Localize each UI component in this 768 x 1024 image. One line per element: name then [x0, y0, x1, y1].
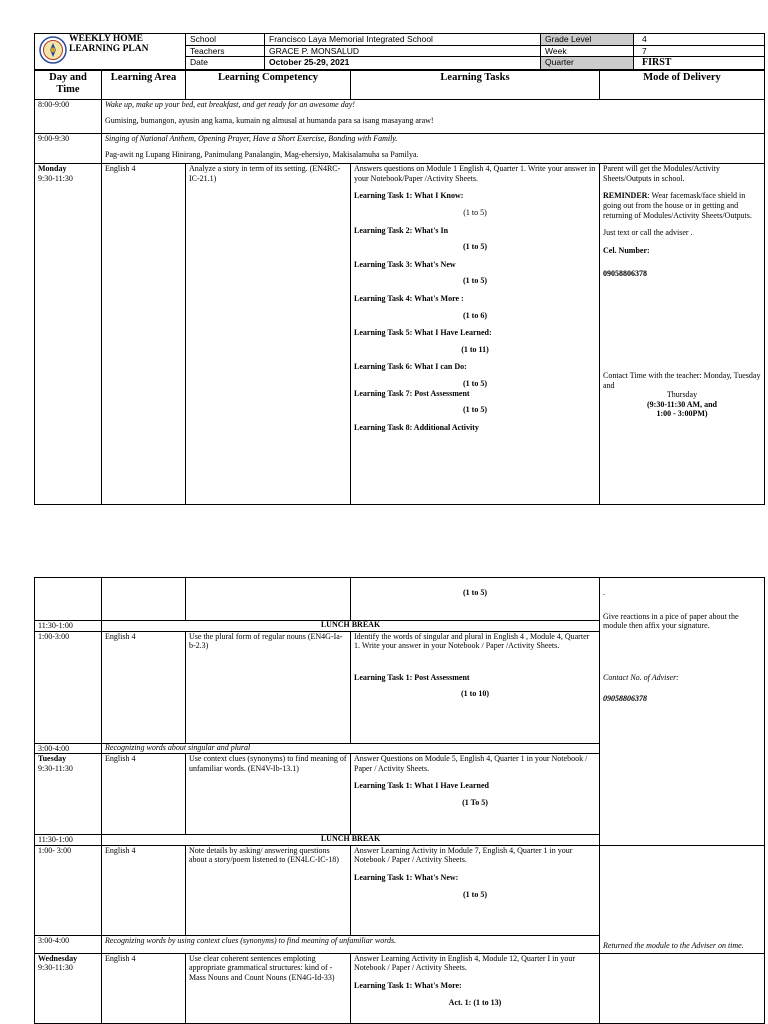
- empty-cell: [600, 953, 765, 1023]
- logo-title-cell: [35, 34, 186, 70]
- row-time: 9:00-9:30: [35, 134, 102, 164]
- deped-seal-icon: [39, 36, 67, 64]
- pm1-competency: Use the plural form of regular nouns (EN4G-Ia-b-2.3): [186, 631, 351, 743]
- quarter-value: FIRST: [634, 57, 765, 70]
- pm1-tasks: Identify the words of singular and plural in English 4 , Module 4, Quarter 1. Write your answer in your Notebook / Paper /Activity Sheets. Learning Task 1: Post Assessment (1 to 10): [351, 631, 600, 743]
- monday-tasks: Answers questions on Module 1 English 4, Quarter 1. Write your answer in your Notebook/Paper /Activity Sheets. Learning Task 1: What I Know: (1 to 5) Learning Task 2: What's In (1 to 5) Learning Task 3: What's New (1 to 5) Learning Task 4: What's More : (1 to 6) Learning Task 5: What I Have Learned: (1 to 11) Learning Task 6: What I can Do: (1 to 5) Learning Task 7: Post Assessment (1 to 5) Learning Task 8: Additional Activity: [351, 164, 600, 505]
- row-time: 1:00-3:00: [35, 631, 102, 743]
- col-learning-tasks: Learning Tasks: [351, 71, 600, 100]
- tuesday-area: English 4: [102, 754, 186, 835]
- monday-day-time: Monday 9:30-11:30: [35, 164, 102, 505]
- teachers-label: Teachers: [186, 46, 265, 57]
- empty-cell: [35, 578, 102, 621]
- wednesday-day-time: Wednesday 9:30-11:30: [35, 953, 102, 1023]
- row-time: 11:30-1:00: [35, 621, 102, 632]
- row-time: 8:00-9:00: [35, 100, 102, 134]
- wednesday-tasks: Answer Learning Activity in English 4, Module 12, Quarter I in your Notebook / Paper / Activity Sheets. Learning Task 1: What's More: Act. 1: (1 to 13): [351, 953, 600, 1023]
- quarter-label: Quarter: [541, 57, 634, 70]
- row-time: 11:30-1:00: [35, 835, 102, 846]
- col-day-time: Day and Time: [35, 71, 102, 100]
- week-value: 7: [634, 46, 765, 57]
- col-learning-competency: Learning Competency: [186, 71, 351, 100]
- tuesday-day-time: Tuesday 9:30-11:30: [35, 754, 102, 835]
- plan-body-table: [34, 70, 765, 505]
- wednesday-competency: Use clear coherent sentences emploting appropriate grammatical structures: kind of -Mass Nouns and Count Nouns (EN4G-Id-33): [186, 953, 351, 1023]
- plan-header-table: [34, 33, 765, 70]
- mode-delivery-page2: . Give reactions in a pice of paper about the module then affix your signature. Contact No. of Adviser: 09058806378: [600, 578, 765, 846]
- pm2-competency: Note details by asking/ answering questions about a story/poem listened to (EN4LC-IC-18): [186, 845, 351, 935]
- teachers-value: GRACE P. MONSALUD: [265, 46, 541, 57]
- page-two: [34, 577, 764, 1024]
- plan-title: WEEKLY HOME LEARNING PLAN: [69, 34, 149, 54]
- empty-cell: [186, 578, 351, 621]
- grade-level-label: Grade Level: [541, 34, 634, 46]
- tuesday-tasks: Answer Questions on Module 5, English 4, Quarter 1 in your Notebook / Paper / Activity Sheets. Learning Task 1: What I Have Learned (1 To 5): [351, 754, 600, 835]
- plan-body-table-continued: [34, 577, 765, 1024]
- routine-opening: Singing of National Anthem, Opening Prayer, Have a Short Exercise, Bonding with Family. Pag-awit ng Lupang Hinirang, Panimulang Panalangin, Mag-ehersiyo, Makisalamuha sa Pamilya.: [102, 134, 765, 164]
- routine-morning: Wake up, make up your bed, eat breakfast, and get ready for an awesome day! Gumising, bumangon, ayusin ang kama, kumain ng almusal at humanda para sa isang masayang araw!: [102, 100, 765, 134]
- pm2-area: English 4: [102, 845, 186, 935]
- week-label: Week: [541, 46, 634, 57]
- lunch-break: LUNCH BREAK: [102, 621, 600, 632]
- page-one: [34, 33, 764, 505]
- school-value: Francisco Laya Memorial Integrated School: [265, 34, 541, 46]
- school-label: School: [186, 34, 265, 46]
- pm1-area: English 4: [102, 631, 186, 743]
- monday-mode: Parent will get the Modules/Activity Sheets/Outputs in school. REMINDER: Wear facemask/face shield in going out from the house or in getting and returning of Modules/Activity Sheets/Outputs. Just text or call the adviser . Cel. Number: 09058806378 Contact Time with the teacher: Monday, Tuesday and Thursday (9:30-11:30 AM, and 1:00 - 3:00PM): [600, 164, 765, 505]
- recognizing-context-clues: Recognizing words by using context clues (synonyms) to find meaning of unfamiliar words.: [102, 935, 600, 953]
- mode-returned-note: Returned the module to the Adviser on time.: [600, 845, 765, 953]
- col-mode-delivery: Mode of Delivery: [600, 71, 765, 100]
- lunch-break: LUNCH BREAK: [102, 835, 600, 846]
- continued-task-range: (1 to 5): [351, 578, 600, 621]
- monday-competency: Analyze a story in term of its setting. (EN4RC-IC-21.1): [186, 164, 351, 505]
- col-learning-area: Learning Area: [102, 71, 186, 100]
- wednesday-area: English 4: [102, 953, 186, 1023]
- tuesday-competency: Use context clues (synonyms) to find meaning of unfamiliar words. (EN4V-Ib-13.1): [186, 754, 351, 835]
- empty-cell: [102, 578, 186, 621]
- date-value: October 25-29, 2021: [265, 57, 541, 70]
- grade-level-value: 4: [634, 34, 765, 46]
- date-label: Date: [186, 57, 265, 70]
- pm2-tasks: Answer Learning Activity in Module 7, English 4, Quarter 1 in your Notebook / Paper / Activity Sheets. Learning Task 1: What's New: (1 to 5): [351, 845, 600, 935]
- row-time: 3:00-4:00: [35, 935, 102, 953]
- row-time: 3:00-4:00: [35, 743, 102, 754]
- row-time: 1:00- 3:00: [35, 845, 102, 935]
- recognizing-singular-plural: Recognizing words about singular and plural: [102, 743, 600, 754]
- monday-area: English 4: [102, 164, 186, 505]
